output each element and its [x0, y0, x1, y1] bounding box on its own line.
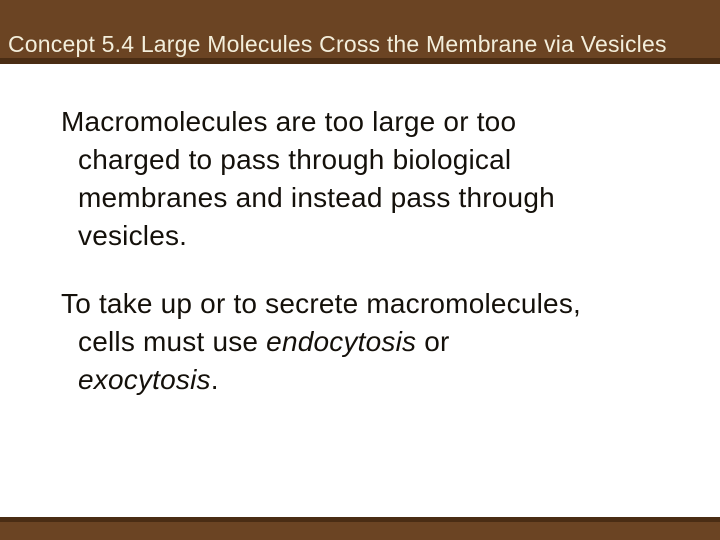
text-segment: vesicles.	[78, 220, 188, 251]
paragraph-line	[61, 103, 720, 141]
text-segment: charged to pass through biological	[78, 144, 512, 175]
text-segment: membranes and instead pass through	[78, 182, 555, 213]
text-segment: or	[416, 326, 450, 357]
italic-term: endocytosis	[266, 326, 417, 357]
slide-footer-bar	[0, 517, 720, 540]
paragraph-line	[78, 179, 720, 217]
italic-term: exocytosis	[78, 364, 211, 395]
slide-header-bar	[0, 0, 720, 58]
body-paragraph-2	[0, 285, 720, 399]
text-segment: Macromolecules are too large or too	[61, 106, 517, 137]
paragraph-line	[78, 323, 720, 361]
text-segment: To take up or to secrete macromolecules,	[61, 288, 582, 319]
paragraph-line	[61, 285, 720, 323]
footer-divider	[0, 517, 720, 522]
body-paragraph-1	[0, 103, 720, 255]
paragraph-line	[78, 141, 720, 179]
text-segment: .	[210, 364, 219, 395]
paragraph-line	[78, 361, 720, 399]
slide-title: Concept 5.4 Large Molecules Cross the Membrane via Vesicles	[8, 31, 667, 57]
header-divider	[0, 58, 720, 64]
slide-body	[0, 103, 720, 429]
text-segment: cells must use	[78, 326, 267, 357]
paragraph-line	[78, 217, 720, 255]
